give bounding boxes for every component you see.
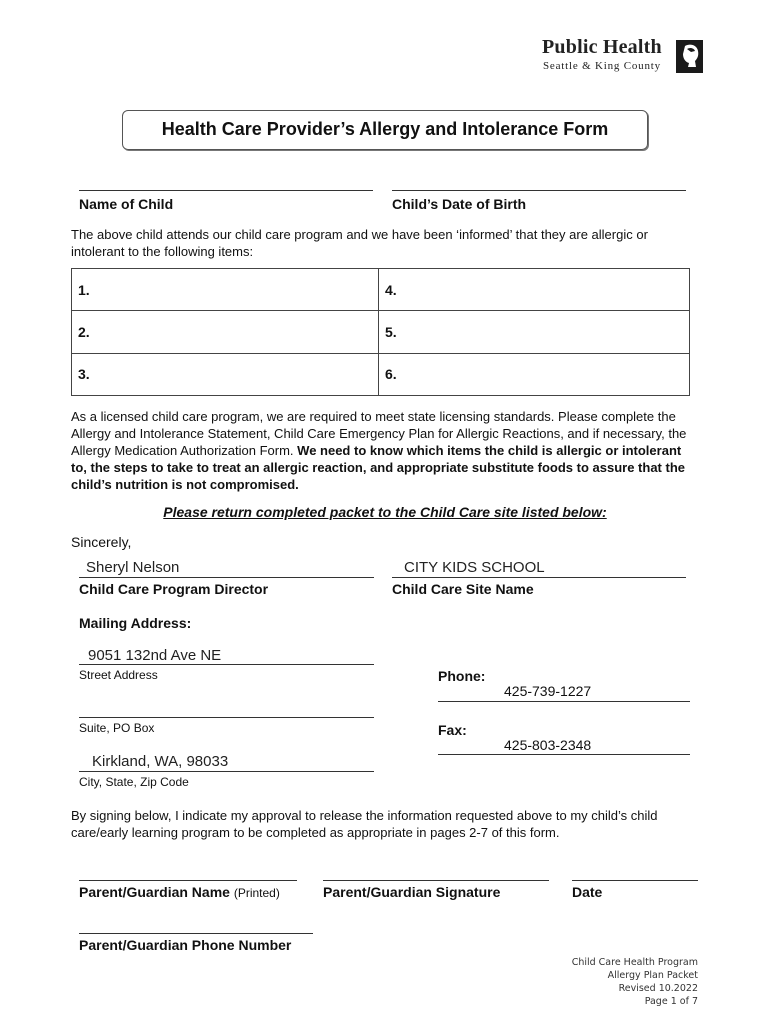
footer-line: Allergy Plan Packet [607,970,698,981]
fax-value: 425-803-2348 [504,737,592,753]
allergy-item-cell[interactable]: 1. [72,269,379,311]
licensing-paragraph [71,408,696,493]
footer-line: Revised 10.2022 [618,983,698,994]
guardian-name-suffix: (Printed) [233,886,280,900]
logo-subtitle: Seattle & King County [543,60,661,72]
child-name-label: Name of Child [79,196,174,212]
table-row [72,311,690,353]
footer-info [572,956,698,1008]
allergy-item-cell[interactable]: 2. [72,311,379,353]
table-row [72,353,690,395]
street-value: 9051 132nd Ave NE [88,647,222,664]
table-row [72,269,690,311]
guardian-phone-line[interactable] [79,933,313,934]
footer-page-number: Page 1 of 7 [644,996,698,1007]
director-label: Child Care Program Director [79,581,269,597]
phone-label: Phone: [438,668,486,684]
director-line[interactable] [79,577,374,578]
allergy-items-table [71,268,690,396]
licensing-bold-text: We need to know which items the child is allergic or intolerant to, the steps to take to treat an allergic reaction, and appropriate substitute foods to assure that the child’s nutrition is not compromised. [71,443,685,492]
logo-portrait-icon [676,40,703,73]
licensing-text: As a licensed child care program, we are required to meet state licensing standards. Please complete the Allergy and Intolerance Statement, Child Care Emergency Plan for Allergic Reactions, and if necessary, the Allergy Medication Authorization Form. [71,409,687,458]
allergy-item-cell[interactable]: 6. [379,353,690,395]
city-value: Kirkland, WA, 98033 [92,753,229,770]
site-label: Child Care Site Name [392,581,534,597]
director-name-value: Sheryl Nelson [86,559,180,576]
street-label: Street Address [79,668,158,682]
mailing-heading: Mailing Address: [79,615,192,631]
site-line[interactable] [392,577,686,578]
allergy-item-cell[interactable]: 3. [72,353,379,395]
child-name-line[interactable] [79,190,373,191]
fax-line[interactable] [438,754,690,755]
child-dob-label: Child’s Date of Birth [392,196,527,212]
suite-line[interactable] [79,717,374,718]
phone-line[interactable] [438,701,690,702]
logo-name: Public Health [542,36,662,58]
allergy-item-cell[interactable]: 5. [379,311,690,353]
guardian-name-line[interactable] [79,880,297,881]
guardian-name-label [79,884,280,900]
phone-value: 425-739-1227 [504,683,592,699]
guardian-signature-label: Parent/Guardian Signature [323,884,501,900]
footer-line: Child Care Health Program [571,957,698,968]
suite-label: Suite, PO Box [79,721,155,735]
street-line[interactable] [79,664,374,665]
guardian-phone-label: Parent/Guardian Phone Number [79,937,292,953]
intro-paragraph: The above child attends our child care program and we have been ‘informed’ that they are allergic or intolerant to the following items: [71,227,648,259]
page-title: Health Care Provider’s Allergy and Intolerance Form [161,119,609,139]
return-note: Please return completed packet to the Child Care site listed below: [163,504,607,520]
site-name-value: CITY KIDS SCHOOL [404,559,545,576]
city-line[interactable] [79,771,374,772]
consent-paragraph: By signing below, I indicate my approval to release the information requested above to my child’s child care/early learning program to be completed as appropriate in pages 2-7 of this form. [71,808,658,840]
allergy-item-cell[interactable]: 4. [379,269,690,311]
city-label: City, State, Zip Code [79,775,189,789]
child-dob-line[interactable] [392,190,686,191]
fax-label: Fax: [438,722,467,738]
guardian-name-label-text: Parent/Guardian Name [79,884,230,900]
date-label: Date [572,884,603,900]
date-line[interactable] [572,880,698,881]
sincerely-text: Sincerely, [71,534,132,550]
guardian-signature-line[interactable] [323,880,549,881]
